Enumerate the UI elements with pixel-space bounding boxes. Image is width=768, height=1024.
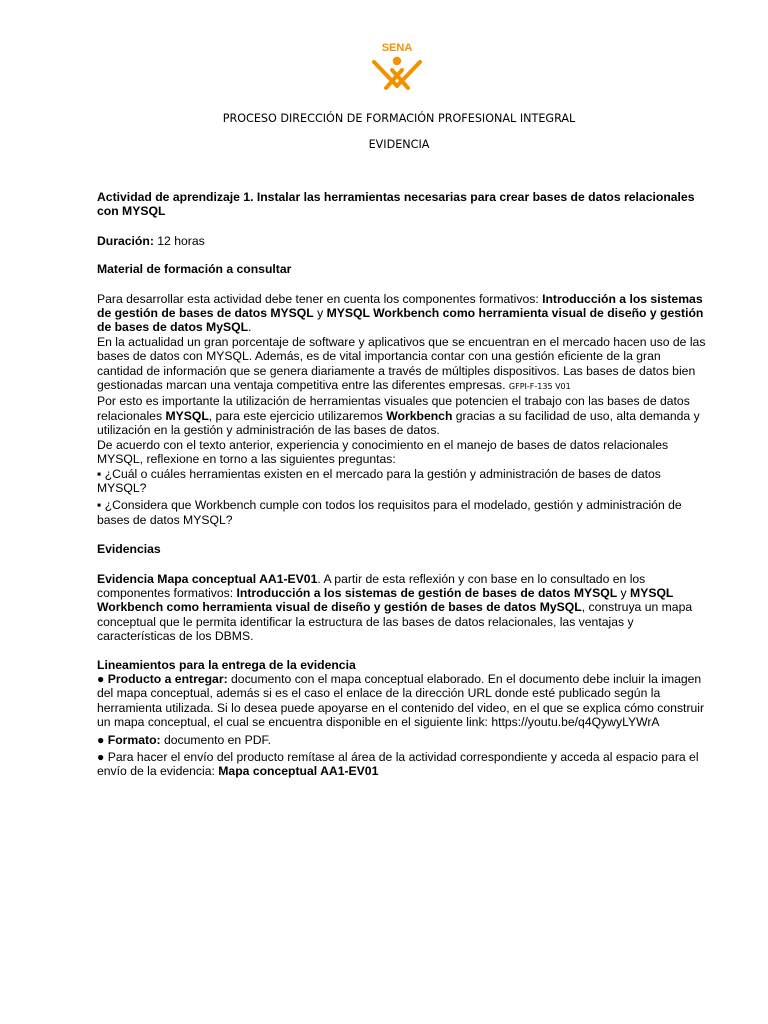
context-text: En la actualidad un gran porcentaje de software y aplicativos que se encuentran en el mercado hacen uso de las bases de datos con MYSQL. Además, es de vital importancia contar con una gestión eficiente de la gran cantidad de información que se genera diariamente a través de múltiples dispositivos. Las bases de datos bien gestionadas marcan una ventaja competitiva entre las diferentes empresas.: [97, 334, 706, 393]
form-code: GFPI-F-135 V01: [508, 382, 571, 392]
evidence-bold-1: Evidencia Mapa conceptual AA1-EV01: [97, 571, 318, 586]
evidence-text-2: y: [617, 585, 631, 600]
guideline-format: [97, 733, 707, 747]
tools-text-2: , para este ejercicio utilizaremos: [208, 408, 387, 423]
evidence-heading: EVIDENCIA: [368, 138, 430, 151]
evidence-text-1: . A partir de esta reflexión y con base en lo consultado en los componentes formativos:: [97, 571, 646, 600]
round-bullet-icon: ●: [97, 750, 105, 764]
square-bullet-icon: ▪: [97, 498, 102, 513]
round-bullet-icon: ●: [97, 732, 105, 747]
tools-paragraph: [97, 394, 707, 437]
round-bullet-icon: ●: [97, 671, 105, 686]
intro-text-3: .: [248, 320, 252, 335]
guideline-product: [97, 672, 707, 730]
evidencias-heading: Evidencias: [97, 542, 161, 557]
question-2-text: ¿Considera que Workbench cumple con todos los requisitos para el modelado, gestión y administración de bases de datos MYSQL?: [97, 498, 682, 527]
tools-bold-2: Workbench: [386, 408, 453, 423]
tools-text-3: gracias a su facilidad de uso, alta demanda y utilización en la gestión y administración de las bases de datos.: [97, 408, 700, 438]
tools-bold-1: MYSQL: [165, 408, 209, 423]
document-body: [97, 190, 707, 779]
guideline-submit-label: Mapa conceptual AA1-EV01: [218, 764, 379, 779]
intro-paragraph: [97, 292, 707, 335]
guideline-format-text: documento en PDF.: [160, 732, 272, 747]
duration-line: [97, 234, 707, 248]
duration-value: 12 horas: [153, 233, 205, 248]
guideline-product-text: documento con el mapa conceptual elaborado. En el documento debe incluir la imagen del mapa conceptual, además si es el caso el enlace de la dirección URL donde esté publicado según la herramienta utilizada. Si lo desea puede apoyarse en el contenido del video, en el que se explica cómo construir un mapa conceptual, el cual se encuentra disponible en el siguiente link:: [97, 671, 705, 730]
evidence-paragraph: [97, 572, 707, 644]
intro-bold-2: MYSQL Workbench como herramienta visual de diseño y gestión de bases de datos MySQL: [97, 306, 704, 335]
intro-text-1: Para desarrollar esta actividad debe tener en cuenta los componentes formativos:: [97, 291, 543, 306]
intro-text-2: y: [313, 306, 327, 321]
guideline-submit: [97, 750, 707, 779]
reflection-paragraph: De acuerdo con el texto anterior, experiencia y conocimiento en el manejo de bases de datos relacionales MYSQL, reflexione en torno a las siguientes preguntas:: [97, 437, 669, 467]
square-bullet-icon: ▪: [97, 466, 102, 481]
evidence-bold-3: MYSQL Workbench como herramienta visual de diseño y gestión de bases de datos MySQL: [97, 585, 674, 615]
question-2: [97, 498, 707, 527]
evidence-bold-2: Introducción a los sistemas de gestión de bases de datos MYSQL: [236, 585, 618, 600]
intro-bold-1: Introducción a los sistemas de gestión de bases de datos MYSQL: [97, 291, 703, 321]
guideline-format-label: Formato:: [104, 732, 161, 747]
duration-label: Duración:: [97, 233, 154, 248]
guideline-product-label: Producto a entregar:: [104, 671, 228, 686]
question-1-text: ¿Cuál o cuáles herramientas existen en el mercado para la gestión y administración de bases de datos MYSQL?: [97, 466, 661, 495]
activity-title: Actividad de aprendizaje 1. Instalar las herramientas necesarias para crear bases de datos relacionales con MYSQL: [97, 190, 695, 219]
guideline-submit-text: Para hacer el envío del producto remítase al área de la actividad correspondiente y acceda al espacio para el envío de la evidencia:: [97, 750, 699, 779]
material-heading: Material de formación a consultar: [97, 262, 292, 277]
context-paragraph: [97, 335, 707, 395]
evidence-text-3: , construya un mapa conceptual que le permita identificar la estructura de las bases de datos relacionales, las ventajas y características de los DBMS.: [97, 600, 693, 644]
sena-logo: [366, 40, 428, 90]
process-heading: PROCESO DIRECCIÓN DE FORMACIÓN PROFESIONAL INTEGRAL: [222, 112, 576, 125]
question-1: [97, 467, 707, 496]
guidelines-heading: Lineamientos para la entrega de la evidencia: [97, 657, 356, 672]
video-link[interactable]: https://youtu.be/q4QywyLYWrA: [491, 715, 660, 730]
svg-text:SENA: SENA: [381, 42, 413, 54]
tools-text-1: Por esto es importante la utilización de herramientas visuales que potencien el trabajo con las bases de datos relacionales: [97, 394, 690, 423]
